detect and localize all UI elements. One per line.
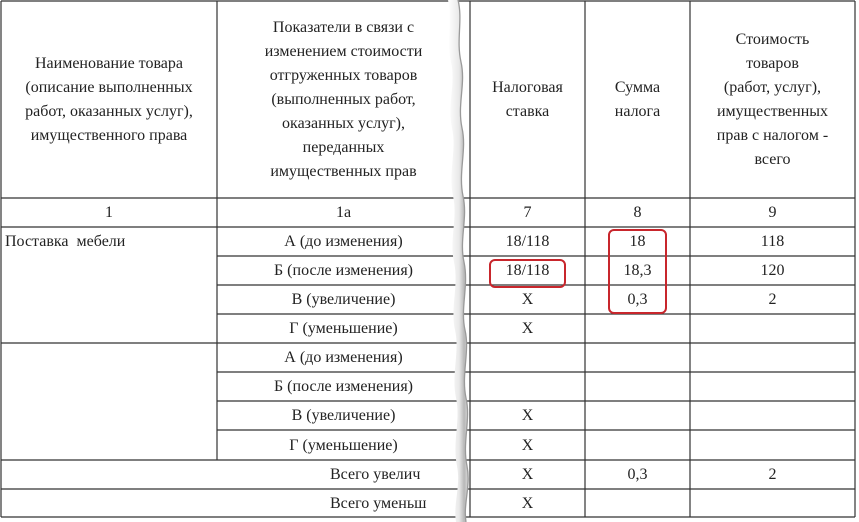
header-total-cell xyxy=(690,1,855,198)
row-total xyxy=(690,314,855,343)
header-total-line: (работ, услуг), xyxy=(723,78,822,96)
row-indicator: Б (после изменения) xyxy=(273,378,414,395)
row-total: 118 xyxy=(760,233,785,250)
row-rate: Х xyxy=(521,291,534,308)
row-total xyxy=(690,430,855,460)
row-tax xyxy=(585,401,690,430)
total-increase-tax: 0,3 xyxy=(627,466,648,483)
header-rate-cell xyxy=(470,1,585,198)
group2-product-name xyxy=(1,343,217,372)
header-indicators-line: имущественных прав xyxy=(270,162,417,180)
row-tax xyxy=(585,314,690,343)
row-tax: 18,3 xyxy=(623,262,652,279)
header-total-line: прав с налогом - xyxy=(716,126,829,144)
torn-edge-divider xyxy=(444,0,474,522)
total-increase-rate: Х xyxy=(521,466,534,483)
row-rate: 18/118 xyxy=(505,233,550,250)
total-increase-total: 2 xyxy=(768,466,777,483)
header-total-line: всего xyxy=(754,150,791,168)
row-indicator: В (увеличение) xyxy=(291,407,396,424)
tax-amount-highlight xyxy=(608,229,667,314)
row-total: 120 xyxy=(760,262,785,279)
header-name-line: Наименование товара xyxy=(34,54,183,72)
header-indicators-line: Показатели в связи с xyxy=(272,18,415,36)
rate-after-change-highlight xyxy=(489,259,566,288)
header-indicators-line: изменением стоимости xyxy=(264,42,423,60)
row-total xyxy=(690,401,855,430)
header-name-line: (описание выполненных xyxy=(25,78,193,96)
row-rate: Х xyxy=(521,407,534,424)
row-total xyxy=(690,372,855,401)
row-rate: 18/118 xyxy=(505,262,550,279)
header-total-line: имущественных xyxy=(716,102,829,120)
header-indicators-cell xyxy=(217,1,470,198)
col-number: 1 xyxy=(105,204,113,221)
col-number: 9 xyxy=(768,204,777,221)
group1-product-name: Поставка мебели xyxy=(5,233,126,250)
row-indicator: Б (после изменения) xyxy=(273,262,414,279)
header-tax-line: Сумма xyxy=(614,78,661,96)
row-tax: 18 xyxy=(629,233,646,250)
row-tax xyxy=(585,430,690,460)
row-total: 2 xyxy=(768,291,777,308)
header-indicators-line: (выполненных работ, xyxy=(271,90,416,108)
col-number: 8 xyxy=(633,204,642,221)
row-rate xyxy=(470,343,585,372)
row-rate: Х xyxy=(521,436,534,454)
header-tax-cell xyxy=(585,1,690,198)
col-number: 1а xyxy=(335,204,352,221)
total-increase-label: Всего увелич xyxy=(330,466,421,483)
header-rate-line: ставка xyxy=(505,102,550,120)
row-tax: 0,3 xyxy=(627,291,648,308)
header-tax-line: налога xyxy=(614,102,661,120)
row-tax xyxy=(585,372,690,401)
row-indicator: Г (уменьшение) xyxy=(289,320,398,337)
header-name-line: работ, оказанных услуг), xyxy=(25,102,193,120)
row-indicator: А (до изменения) xyxy=(284,349,403,366)
col-number: 7 xyxy=(523,204,532,221)
row-rate xyxy=(470,372,585,401)
row-total xyxy=(690,343,855,372)
header-indicators-line: оказанных услуг), xyxy=(282,114,405,132)
total-decrease-tax xyxy=(585,489,690,517)
header-total-line: Стоимость xyxy=(735,30,810,48)
row-indicator: Г (уменьшение) xyxy=(289,436,398,454)
row-rate: Х xyxy=(521,320,534,337)
total-decrease-total xyxy=(690,489,855,517)
header-rate-line: Налоговая xyxy=(492,78,563,96)
header-indicators-line: переданных xyxy=(302,138,385,156)
header-total-line: товаров xyxy=(746,54,799,72)
row-indicator: А (до изменения) xyxy=(284,233,403,250)
header-indicators-line: отгруженных товаров xyxy=(269,66,418,84)
total-decrease-rate: Х xyxy=(521,494,534,512)
total-decrease-label: Всего уменьш xyxy=(330,494,427,512)
row-indicator: В (увеличение) xyxy=(291,291,396,308)
header-name-line: имущественного права xyxy=(30,126,188,144)
header-name-cell xyxy=(1,1,217,198)
row-tax xyxy=(585,343,690,372)
